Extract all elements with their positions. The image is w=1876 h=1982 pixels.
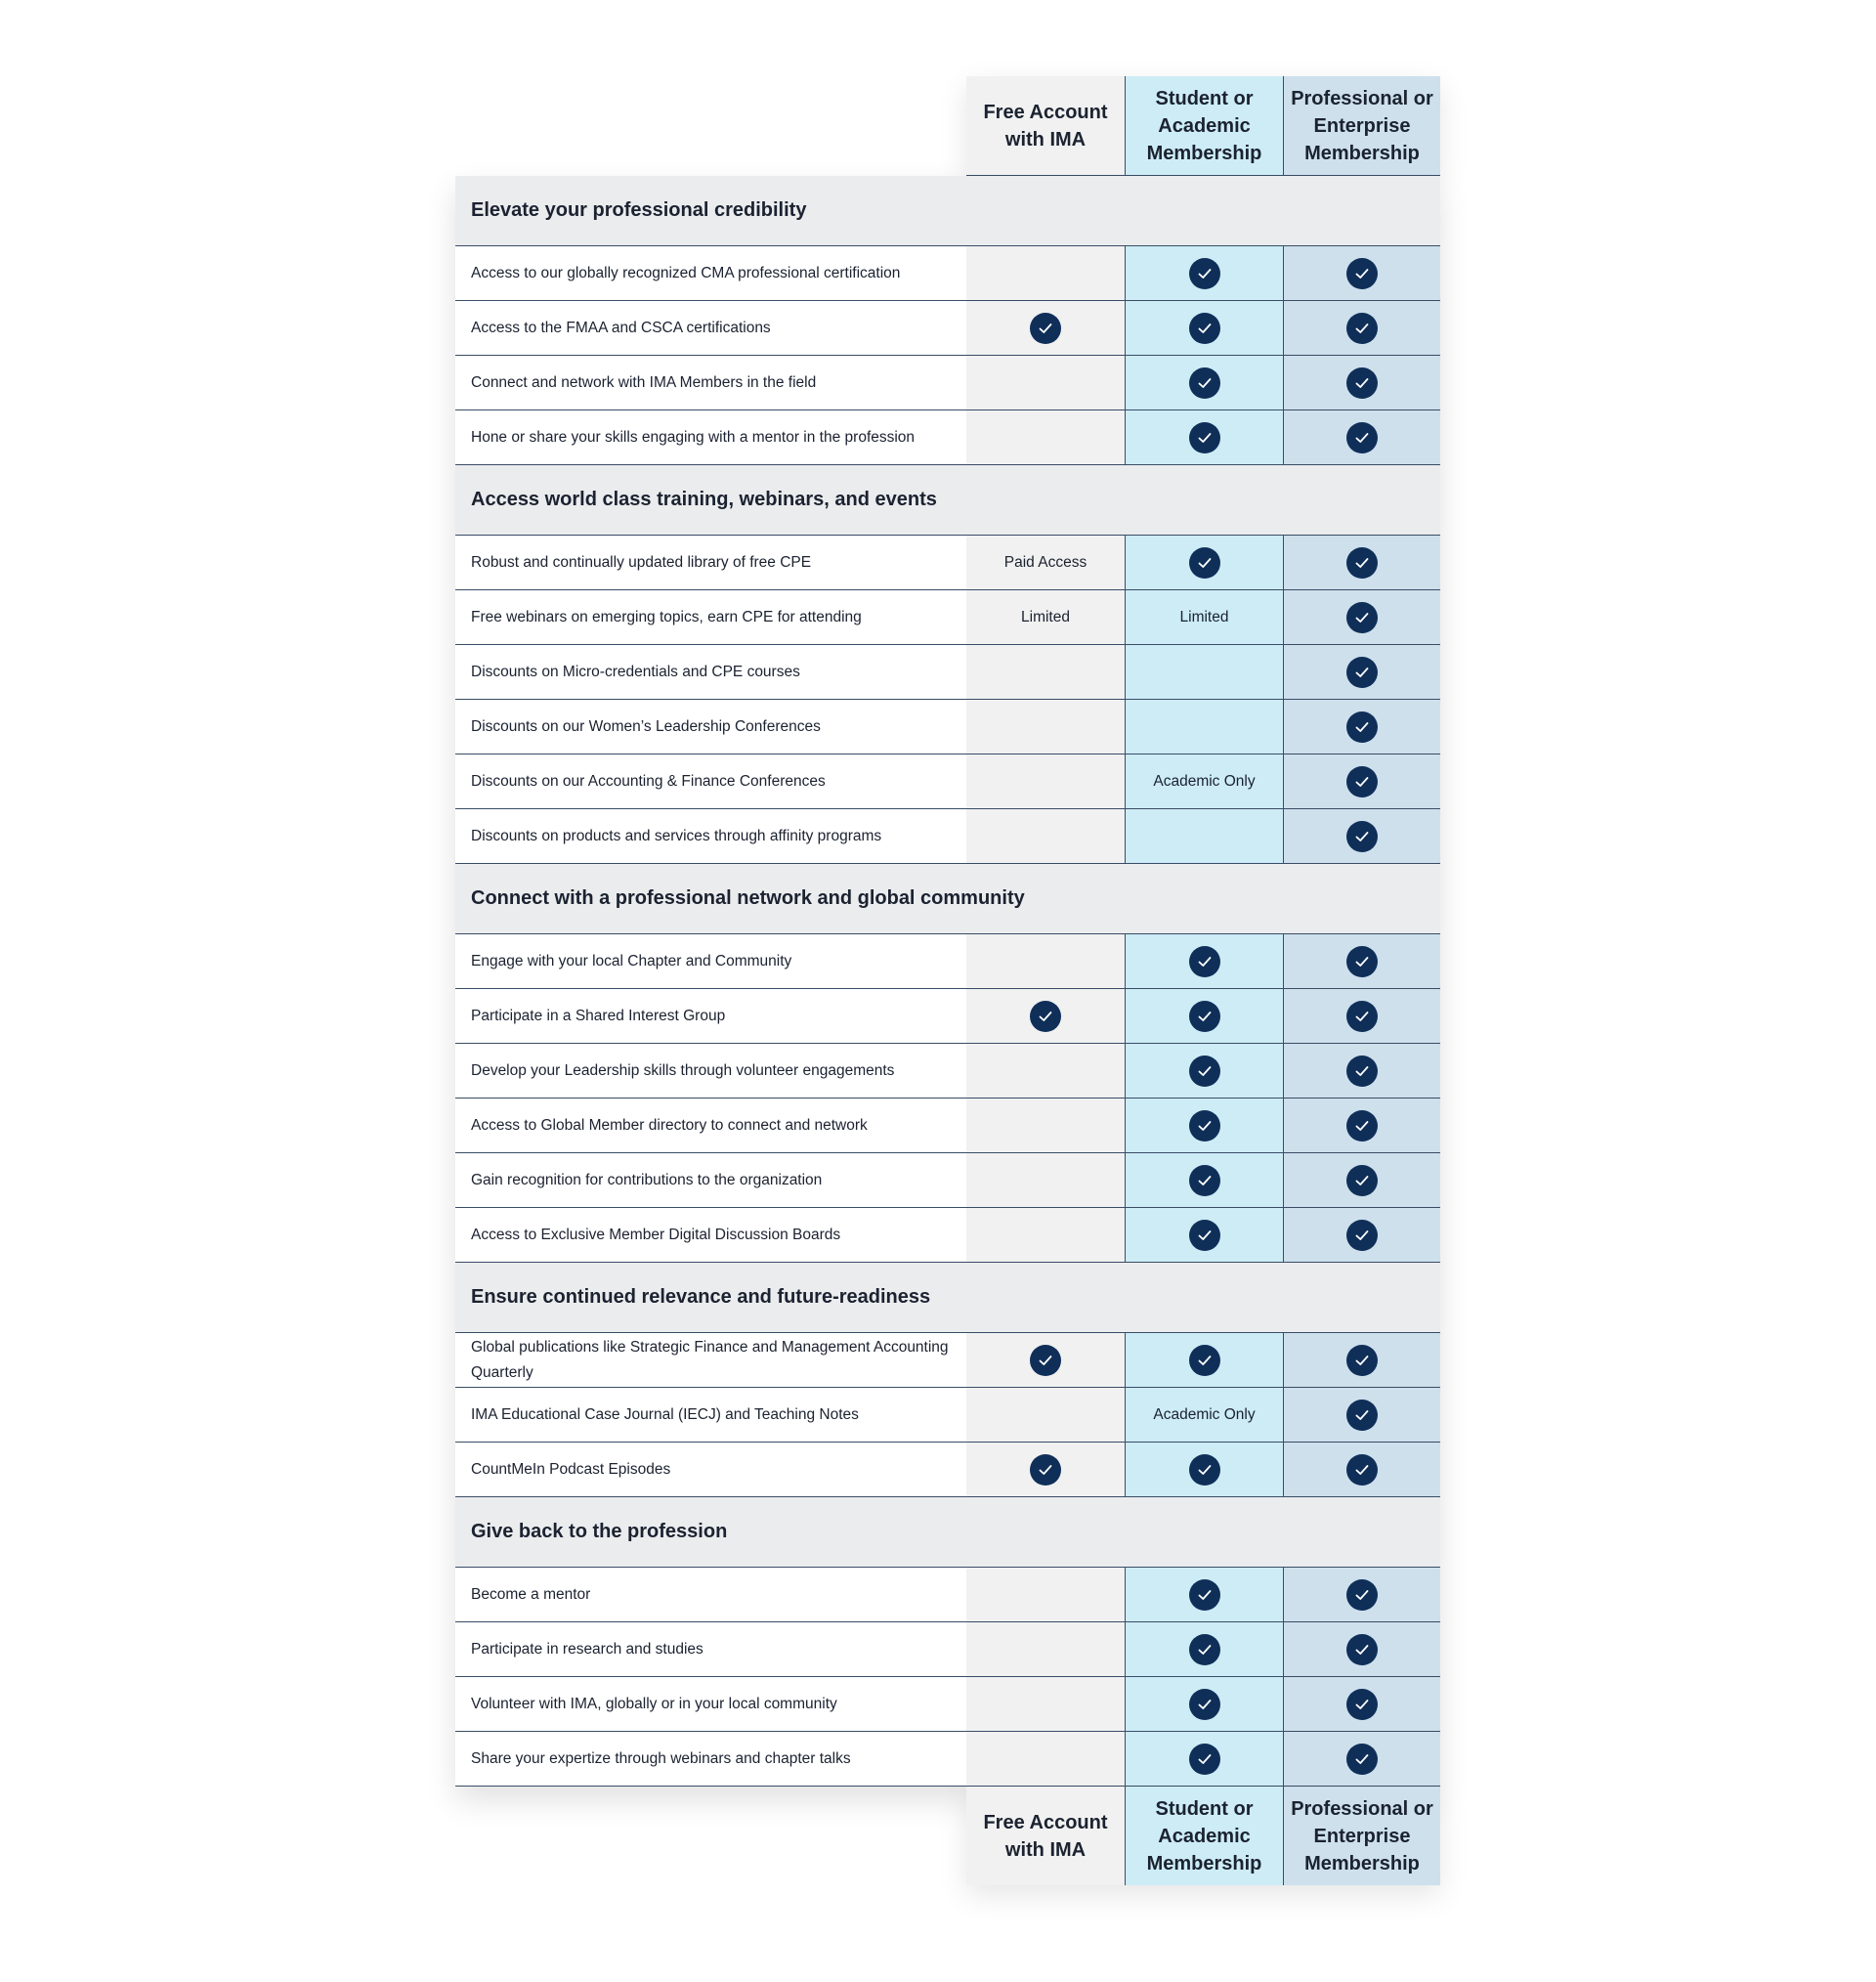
section-title: Connect with a professional network and global community [455,864,1440,934]
cell-student [1125,1208,1283,1262]
column-header-top [966,76,1440,176]
check-circle-icon [1189,1454,1220,1486]
check-circle-icon [1189,946,1220,977]
check-circle-icon [1346,821,1378,852]
feature-label: Free webinars on emerging topics, earn CPE for attending [455,590,966,644]
check-circle-icon [1346,1634,1378,1665]
feature-label: Volunteer with IMA, globally or in your local community [455,1677,966,1731]
check-circle-icon [1189,1579,1220,1611]
cell-professional [1283,1153,1440,1207]
check-circle-icon [1346,1220,1378,1251]
cell-free [966,301,1125,355]
feature-label: Access to Global Member directory to connect and network [455,1099,966,1152]
cell-professional [1283,1044,1440,1098]
check-circle-icon [1189,1220,1220,1251]
check-circle-icon [1189,1345,1220,1376]
cell-professional [1283,1622,1440,1676]
check-circle-icon [1189,367,1220,399]
feature-label: Connect and network with IMA Members in the field [455,356,966,409]
cell-free [966,1099,1125,1152]
cell-professional [1283,934,1440,988]
cell-student [1125,1153,1283,1207]
cell-professional [1283,1677,1440,1731]
check-circle-icon [1346,1001,1378,1032]
cell-student [1125,536,1283,589]
cell-student [1125,1044,1283,1098]
cell-student [1125,1333,1283,1387]
cell-student [1125,1443,1283,1496]
column-header-professional: Professional or Enterprise Membership [1283,1787,1440,1885]
cell-note: Limited [1021,608,1070,625]
check-circle-icon [1030,313,1061,344]
feature-row [455,301,1440,356]
feature-row [455,1333,1440,1388]
cell-student [1125,301,1283,355]
check-circle-icon [1346,711,1378,743]
check-circle-icon [1346,1689,1378,1720]
cell-free [966,934,1125,988]
feature-row [455,1622,1440,1677]
cell-note: Limited [1179,608,1229,625]
cell-professional [1283,1443,1440,1496]
comparison-table [455,176,1440,1787]
check-circle-icon [1346,1165,1378,1196]
cell-free [966,1677,1125,1731]
check-circle-icon [1030,1345,1061,1376]
feature-row [455,410,1440,465]
feature-label: Robust and continually updated library of free CPE [455,536,966,589]
cell-free [966,410,1125,464]
feature-label: Discounts on our Women’s Leadership Conferences [455,700,966,754]
check-circle-icon [1189,1165,1220,1196]
cell-free [966,1388,1125,1442]
check-circle-icon [1346,1345,1378,1376]
check-circle-icon [1346,1400,1378,1431]
cell-professional [1283,301,1440,355]
cell-free [966,1044,1125,1098]
feature-label: Share your expertize through webinars and chapter talks [455,1732,966,1786]
check-circle-icon [1346,367,1378,399]
cell-free [966,356,1125,409]
feature-label: Participate in research and studies [455,1622,966,1676]
cell-free [966,1208,1125,1262]
check-circle-icon [1189,1744,1220,1775]
check-circle-icon [1346,657,1378,688]
column-header-student: Student or Academic Membership [1125,76,1283,175]
feature-row [455,645,1440,700]
section-title: Ensure continued relevance and future-readiness [455,1263,1440,1333]
feature-label: Become a mentor [455,1568,966,1621]
feature-label: Access to our globally recognized CMA professional certification [455,246,966,300]
cell-professional [1283,700,1440,754]
cell-free [966,754,1125,808]
cell-note: Academic Only [1153,1405,1256,1423]
feature-label: Global publications like Strategic Finance and Management Accounting Quarterly [455,1333,966,1387]
check-circle-icon [1346,422,1378,453]
comparison-table-wrapper [455,76,1440,1885]
section-title: Access world class training, webinars, and events [455,465,1440,536]
cell-student [1125,356,1283,409]
cell-note: Academic Only [1153,772,1256,790]
cell-professional [1283,989,1440,1043]
cell-student [1125,809,1283,863]
check-circle-icon [1346,258,1378,289]
cell-student [1125,1099,1283,1152]
cell-free [966,590,1125,644]
cell-student [1125,700,1283,754]
check-circle-icon [1030,1001,1061,1032]
cell-professional [1283,590,1440,644]
cell-student [1125,989,1283,1043]
feature-row [455,989,1440,1044]
feature-row [455,1208,1440,1263]
feature-row [455,1099,1440,1153]
check-circle-icon [1189,1634,1220,1665]
cell-free [966,536,1125,589]
cell-student [1125,410,1283,464]
cell-professional [1283,1568,1440,1621]
check-circle-icon [1346,1579,1378,1611]
cell-student [1125,645,1283,699]
cell-professional [1283,536,1440,589]
section-title: Elevate your professional credibility [455,176,1440,246]
feature-row [455,1153,1440,1208]
check-circle-icon [1346,313,1378,344]
feature-row [455,246,1440,301]
cell-free [966,645,1125,699]
cell-professional [1283,645,1440,699]
column-header-student: Student or Academic Membership [1125,1787,1283,1885]
cell-student [1125,1732,1283,1786]
check-circle-icon [1189,313,1220,344]
feature-row [455,536,1440,590]
feature-label: Access to the FMAA and CSCA certifications [455,301,966,355]
check-circle-icon [1346,946,1378,977]
feature-label: Hone or share your skills engaging with a mentor in the profession [455,410,966,464]
feature-row [455,754,1440,809]
cell-student [1125,590,1283,644]
cell-professional [1283,754,1440,808]
feature-label: CountMeIn Podcast Episodes [455,1443,966,1496]
check-circle-icon [1346,1454,1378,1486]
feature-row [455,1443,1440,1497]
feature-row [455,1732,1440,1787]
cell-free [966,1443,1125,1496]
feature-label: Discounts on Micro-credentials and CPE courses [455,645,966,699]
feature-label: IMA Educational Case Journal (IECJ) and Teaching Notes [455,1388,966,1442]
check-circle-icon [1346,1110,1378,1142]
feature-row [455,700,1440,754]
feature-label: Engage with your local Chapter and Community [455,934,966,988]
check-circle-icon [1189,258,1220,289]
cell-professional [1283,1732,1440,1786]
cell-free [966,989,1125,1043]
feature-row [455,1388,1440,1443]
cell-student [1125,1677,1283,1731]
cell-free [966,246,1125,300]
column-header-bottom [966,1787,1440,1885]
cell-professional [1283,1333,1440,1387]
check-circle-icon [1189,422,1220,453]
check-circle-icon [1346,766,1378,797]
cell-student [1125,246,1283,300]
cell-student [1125,1622,1283,1676]
cell-professional [1283,356,1440,409]
feature-row [455,1677,1440,1732]
cell-free [966,1732,1125,1786]
cell-student [1125,1388,1283,1442]
feature-row [455,1044,1440,1099]
check-circle-icon [1030,1454,1061,1486]
feature-row [455,934,1440,989]
cell-student [1125,934,1283,988]
feature-label: Access to Exclusive Member Digital Discussion Boards [455,1208,966,1262]
feature-row [455,1568,1440,1622]
feature-label: Participate in a Shared Interest Group [455,989,966,1043]
check-circle-icon [1189,547,1220,579]
section-title: Give back to the profession [455,1497,1440,1568]
feature-row [455,809,1440,864]
feature-row [455,356,1440,410]
feature-label: Discounts on our Accounting & Finance Conferences [455,754,966,808]
check-circle-icon [1346,1056,1378,1087]
check-circle-icon [1189,1689,1220,1720]
cell-professional [1283,1388,1440,1442]
cell-professional [1283,809,1440,863]
cell-free [966,1153,1125,1207]
column-header-free: Free Account with IMA [966,76,1125,175]
check-circle-icon [1346,1744,1378,1775]
cell-professional [1283,246,1440,300]
check-circle-icon [1346,602,1378,633]
check-circle-icon [1189,1056,1220,1087]
cell-free [966,1622,1125,1676]
check-circle-icon [1189,1110,1220,1142]
cell-professional [1283,410,1440,464]
cell-free [966,1568,1125,1621]
cell-note: Paid Access [1003,553,1087,571]
column-header-professional: Professional or Enterprise Membership [1283,76,1440,175]
cell-free [966,809,1125,863]
feature-label: Discounts on products and services through affinity programs [455,809,966,863]
cell-free [966,1333,1125,1387]
check-circle-icon [1189,1001,1220,1032]
cell-free [966,700,1125,754]
cell-professional [1283,1099,1440,1152]
feature-label: Gain recognition for contributions to the organization [455,1153,966,1207]
column-header-free: Free Account with IMA [966,1787,1125,1885]
cell-professional [1283,1208,1440,1262]
check-circle-icon [1346,547,1378,579]
cell-student [1125,754,1283,808]
feature-row [455,590,1440,645]
cell-student [1125,1568,1283,1621]
feature-label: Develop your Leadership skills through volunteer engagements [455,1044,966,1098]
